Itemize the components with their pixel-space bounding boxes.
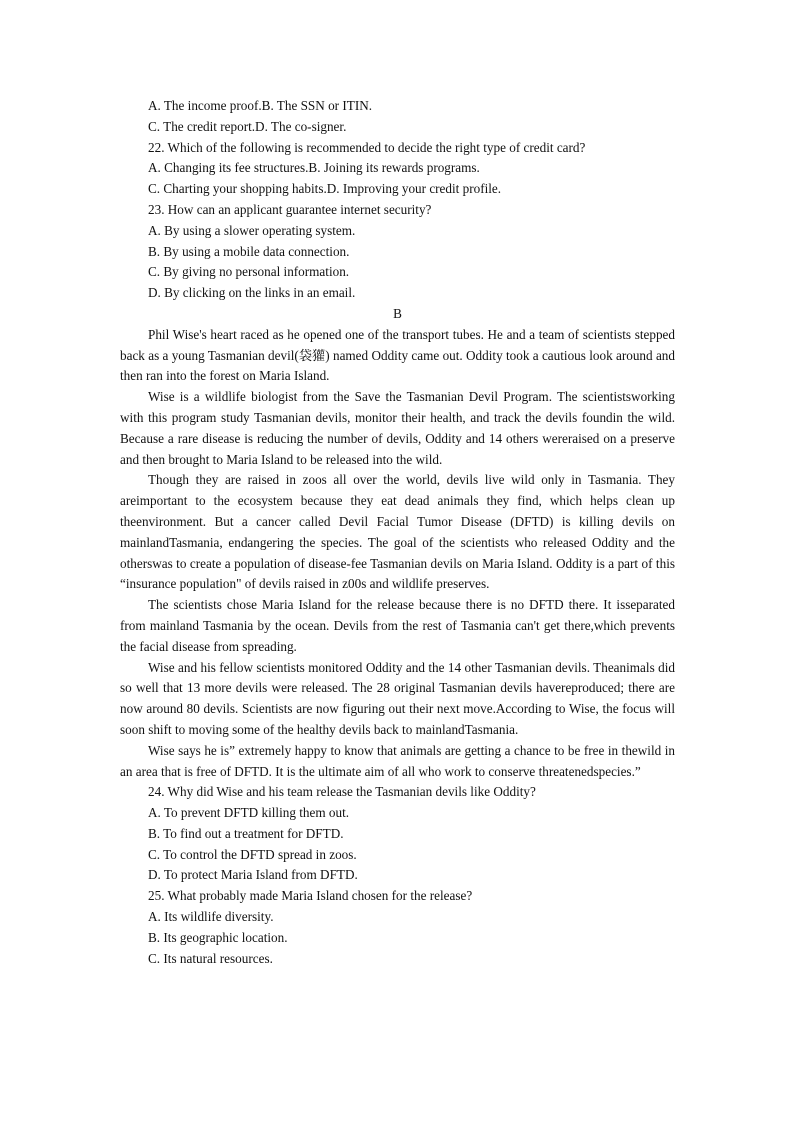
q25-option-c: C. Its natural resources. [148,950,273,966]
q24-option-d: D. To protect Maria Island from DFTD. [148,867,358,883]
passage-paragraph-2: Wise is a wildlife biologist from the Save the Tasmanian Devil Program. The scientistsworking with this program study Tasmanian devils, monitor their health, and track the devils foundin the wild. Because a rare disease is reducing the number of devils, Oddity and 14 others wereraised on a preserve and then brought to Maria Island to be released into the wild. [120,389,675,467]
q24-option-c: C. To control the DFTD spread in zoos. [148,846,357,862]
passage-paragraph-3: Though they are raised in zoos all over the world, devils live wild only in Tasmania. They areimportant to the ecosystem because they eat dead animals they find, which helps clean up theenvironment. But a cancer called Devil Facial Tumor Disease (DFTD) is killing devils on mainlandTasmania, endangering the species. The goal of the scientists who released Oddity and the otherswas to create a population of disease-fee Tasmanian devils on Maria Island. Oddity is a part of this “insurance population" of devils raised in z00s and wildlife preserves. [120,472,675,592]
passage-paragraph-5: Wise and his fellow scientists monitored Oddity and the 14 other Tasmanian devils. Theanimals did so well that 13 more devils were released. The 28 original Tasmanian devils havereproduced; there are now around 80 devils. Scientists are now figuring out their next move.According to Wise, the focus will soon shift to moving some of the healthy devils back to mainlandTasmania. [120,659,675,737]
q21-option-ab: A. The income proof.B. The SSN or ITIN. [148,98,373,113]
passage-paragraph-1: Phil Wise's heart raced as he opened one of the transport tubes. He and a team of scientists stepped back as a young Tasmanian devil(袋獾) named Oddity came out. Oddity took a cautious look around and then ran into the forest on Maria Island. [120,326,675,384]
q21-option-cd: C. The credit report.D. The co-signer. [148,118,347,134]
q22-stem: 22. Which of the following is recommended to decide the right type of credit card? [148,139,586,155]
q24-option-a: A. To prevent DFTD killing them out. [148,805,350,821]
q23-option-d: D. By clicking on the links in an email. [148,285,356,301]
q23-stem: 23. How can an applicant guarantee internet security? [148,201,432,217]
q24-option-b: B. To find out a treatment for DFTD. [148,825,344,841]
q23-option-b: B. By using a mobile data connection. [148,243,350,259]
q25-stem: 25. What probably made Maria Island chosen for the release? [148,888,473,904]
document-page [120,96,675,969]
q23-option-c: C. By giving no personal information. [148,264,350,280]
passage-paragraph-4: The scientists chose Maria Island for the release because there is no DFTD there. It isseparated from mainland Tasmania by the ocean. Devils from the rest of Tasmania can't get there,which prevents the facial disease from spreading. [120,597,675,654]
q24-stem: 24. Why did Wise and his team release the Tasmanian devils like Oddity? [148,784,536,800]
q25-option-b: B. Its geographic location. [148,929,288,945]
q22-option-ab: A. Changing its fee structures.B. Joining its rewards programs. [148,160,480,176]
q22-option-cd: C. Charting your shopping habits.D. Improving your credit profile. [148,181,502,197]
passage-paragraph-6: Wise says he is” extremely happy to know that animals are getting a chance to be free in thewild in an area that is free of DFTD. It is the ultimate aim of all who work to conserve threatenedspecies.” [120,742,675,779]
section-label: B [393,305,402,321]
q25-option-a: A. Its wildlife diversity. [148,909,274,925]
q23-option-a: A. By using a slower operating system. [148,222,356,238]
